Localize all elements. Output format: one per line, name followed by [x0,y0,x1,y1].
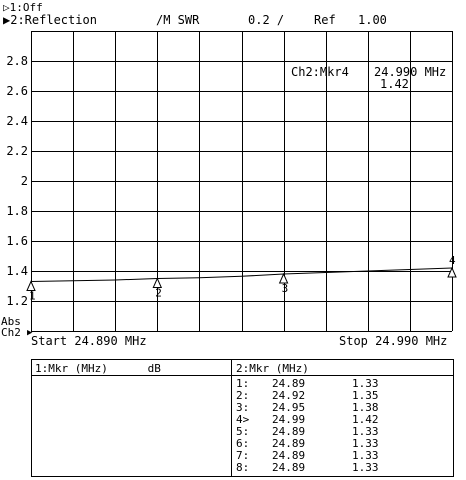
marker-triangle-icon [448,268,456,277]
y-tick-label: 2.2 [6,144,28,158]
channel1-status: ▷1:Off [3,1,43,14]
table-left-header: 1:Mkr (MHz) dB [35,362,161,375]
marker-readout-label: Ch2:Mkr4 [291,65,349,79]
format-label: /M SWR [156,13,200,27]
channel2-status: ▶2:Reflection [3,13,97,27]
swr-trace [31,268,452,282]
ch2-label: Ch2 [1,326,21,339]
marker-row-freq: 24.92 [272,389,306,402]
marker-row-val: 1.33 [352,461,379,474]
marker-row-freq: 24.89 [272,461,306,474]
y-tick-label: 1.4 [6,264,28,278]
abs-label: Abs [1,315,21,328]
marker-readout-freq: 24.990 MHz [374,65,447,79]
marker-row-val: 1.33 [352,425,379,438]
start-frequency: Start 24.890 MHz [31,334,147,348]
marker-row-idx: 2: [236,389,250,402]
y-axis-labels [6,54,28,308]
marker-label: 3 [281,282,289,295]
table-right-header: 2:Mkr (MHz) [236,362,309,375]
y-tick-label: 1.6 [6,234,28,248]
marker-row-idx: 6: [236,437,250,450]
marker-row-val: 1.35 [352,389,379,402]
marker-row-val: 1.33 [352,449,379,462]
marker-label: 2 [155,286,162,300]
marker-label: 4 [449,254,456,267]
marker-row-idx: 8: [236,461,250,474]
scale-label: 0.2 / [248,13,285,27]
marker-row-idx: 5: [236,425,250,438]
marker-3 [280,274,289,295]
y-tick-label: 2.8 [6,54,28,68]
marker-4 [448,254,456,277]
marker-row-val: 1.42 [352,413,379,426]
y-tick-label: 1.2 [6,294,28,308]
marker-row-val: 1.33 [352,377,379,390]
marker-row-freq: 24.89 [272,377,306,390]
y-tick-label: 2.4 [6,114,28,128]
stop-frequency: Stop 24.990 MHz [339,334,448,348]
marker-row-idx: 4> [236,413,250,426]
marker-group [27,254,456,303]
marker-label: 1 [29,289,36,303]
marker-row-idx: 7: [236,449,250,462]
marker-2 [153,279,162,300]
marker-row-idx: 3: [236,401,250,414]
y-tick-label: 2.6 [6,84,28,98]
marker-row-freq: 24.89 [272,425,306,438]
y-tick-label: 1.8 [6,204,28,218]
marker-1 [27,282,36,303]
ch2-pointer-icon: ▶ [27,328,33,338]
marker-row-idx: 1: [236,377,250,390]
marker-row-freq: 24.89 [272,437,306,450]
ref-value: 1.00 [358,13,387,27]
y-tick-label: 2 [20,174,28,188]
marker-row-freq: 24.89 [272,449,306,462]
marker-row-freq: 24.95 [272,401,306,414]
marker-table [31,359,454,477]
marker-row-val: 1.33 [352,437,379,450]
marker-readout-value: 1.42 [380,77,409,91]
marker-row-freq: 24.99 [272,413,306,426]
marker-row-val: 1.38 [352,401,379,414]
ref-label: Ref [314,13,336,27]
